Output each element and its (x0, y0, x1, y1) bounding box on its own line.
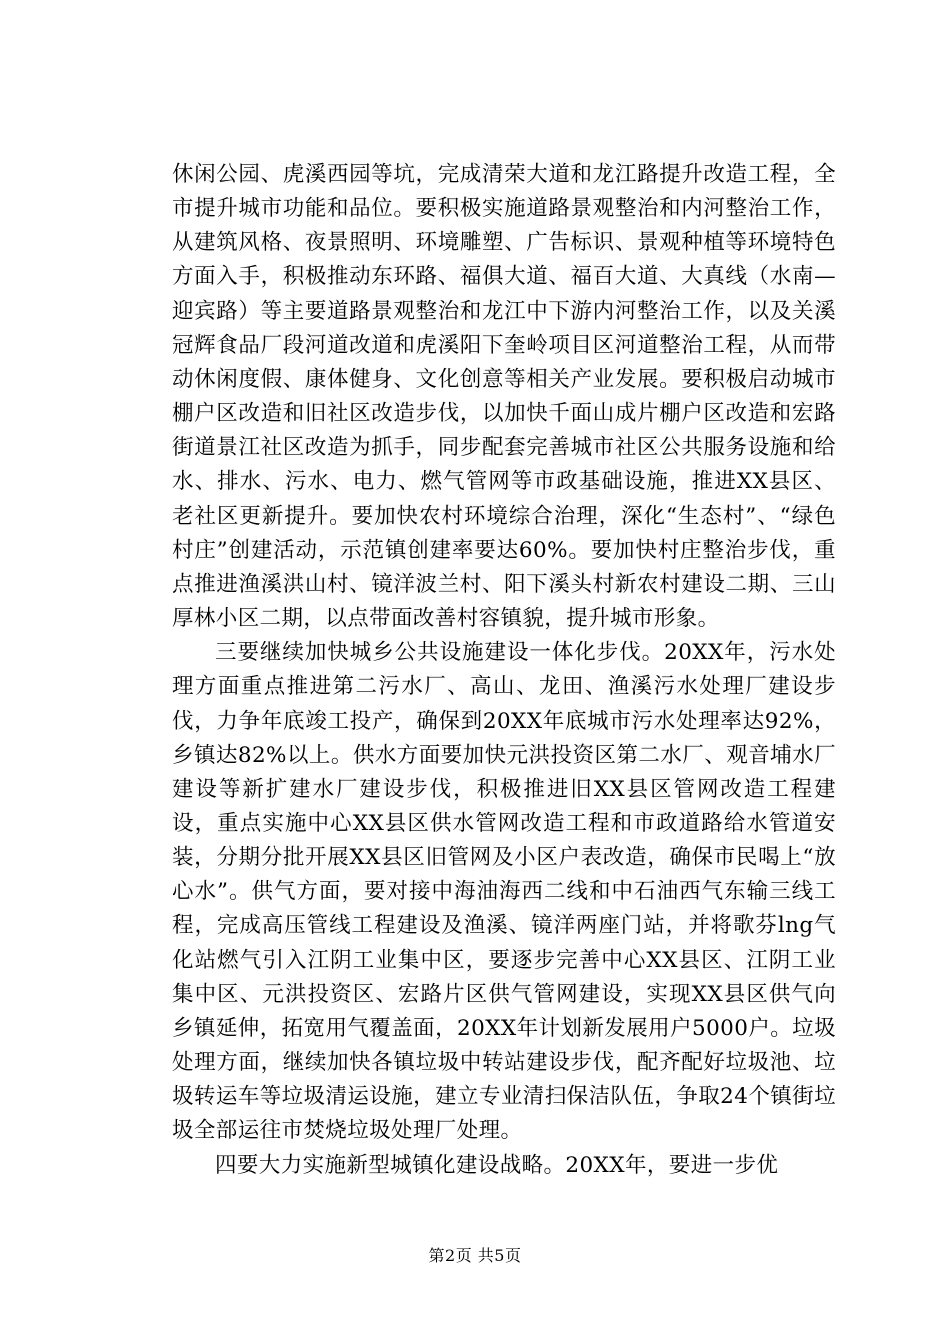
body-paragraph-2: 三要继续加快城乡公共设施建设一体化步伐。20XX年，污水处理方面重点推进第二污水厂、高山、龙田、渔溪污水处理厂建设步伐，力争年底竣工投产，确保到20XX年底城市污水处理率达92%，乡镇达82%以上。供水方面要加快元洪投资区第二水厂、观音埔水厂建设等新扩建水厂建设步伐，积极推进旧XX县区管网改造工程建设，重点实施中心XX县区供水管网改造工程和市政道路给水管道安装，分期分批开展XX县区旧管网及小区户表改造，确保市民喝上“放心水”。供气方面，要对接中海油海西二线和中石油西气东输三线工程，完成高压管线工程建设及渔溪、镜洋两座门站，并将歌芬lng气化站燃气引入江阴工业集中区，要逐步完善中心XX县区、江阴工业集中区、元洪投资区、宏路片区供气管网建设，实现XX县区供气向乡镇延伸，拓宽用气覆盖面，20XX年计划新发展用户5000户。垃圾处理方面，继续加快各镇垃圾中转站建设步伐，配齐配好垃圾池、垃圾转运车等垃圾清运设施，建立专业清扫保洁队伍，争取24个镇街垃圾全部运往市焚烧垃圾处理厂处理。 (172, 640, 836, 1144)
page-number-footer: 第2页 共5页 (428, 1246, 522, 1265)
document-body (172, 158, 836, 1183)
body-paragraph-1: 休闲公园、虎溪西园等坑，完成清荣大道和龙江路提升改造工程，全市提升城市功能和品位。要积极实施道路景观整治和内河整治工作，从建筑风格、夜景照明、环境雕塑、广告标识、景观种植等环境特色方面入手，积极推动东环路、福俱大道、福百大道、大真线（水南—迎宾路）等主要道路景观整治和龙江中下游内河整治工作，以及关溪冠辉食品厂段河道改道和虎溪阳下奎岭项目区河道整治工程，从而带动休闲度假、康体健身、文化创意等相关产业发展。要积极启动城市棚户区改造和旧社区改造步伐，以加快千面山成片棚户区改造和宏路街道景江社区改造为抓手，同步配套完善城市社区公共服务设施和给水、排水、污水、电力、燃气管网等市政基础设施，推进XX县区、老社区更新提升。要加快农村环境综合治理，深化“生态村”、“绿色村庄”创建活动，示范镇创建率要达60%。要加快村庄整治步伐，重点推进渔溪洪山村、镜洋波兰村、阳下溪头村新农村建设二期、三山厚林小区二期，以点带面改善村容镇貌，提升城市形象。 (172, 162, 836, 632)
body-paragraph-3: 四要大力实施新型城镇化建设战略。20XX年，要进一步优 (215, 1152, 779, 1178)
